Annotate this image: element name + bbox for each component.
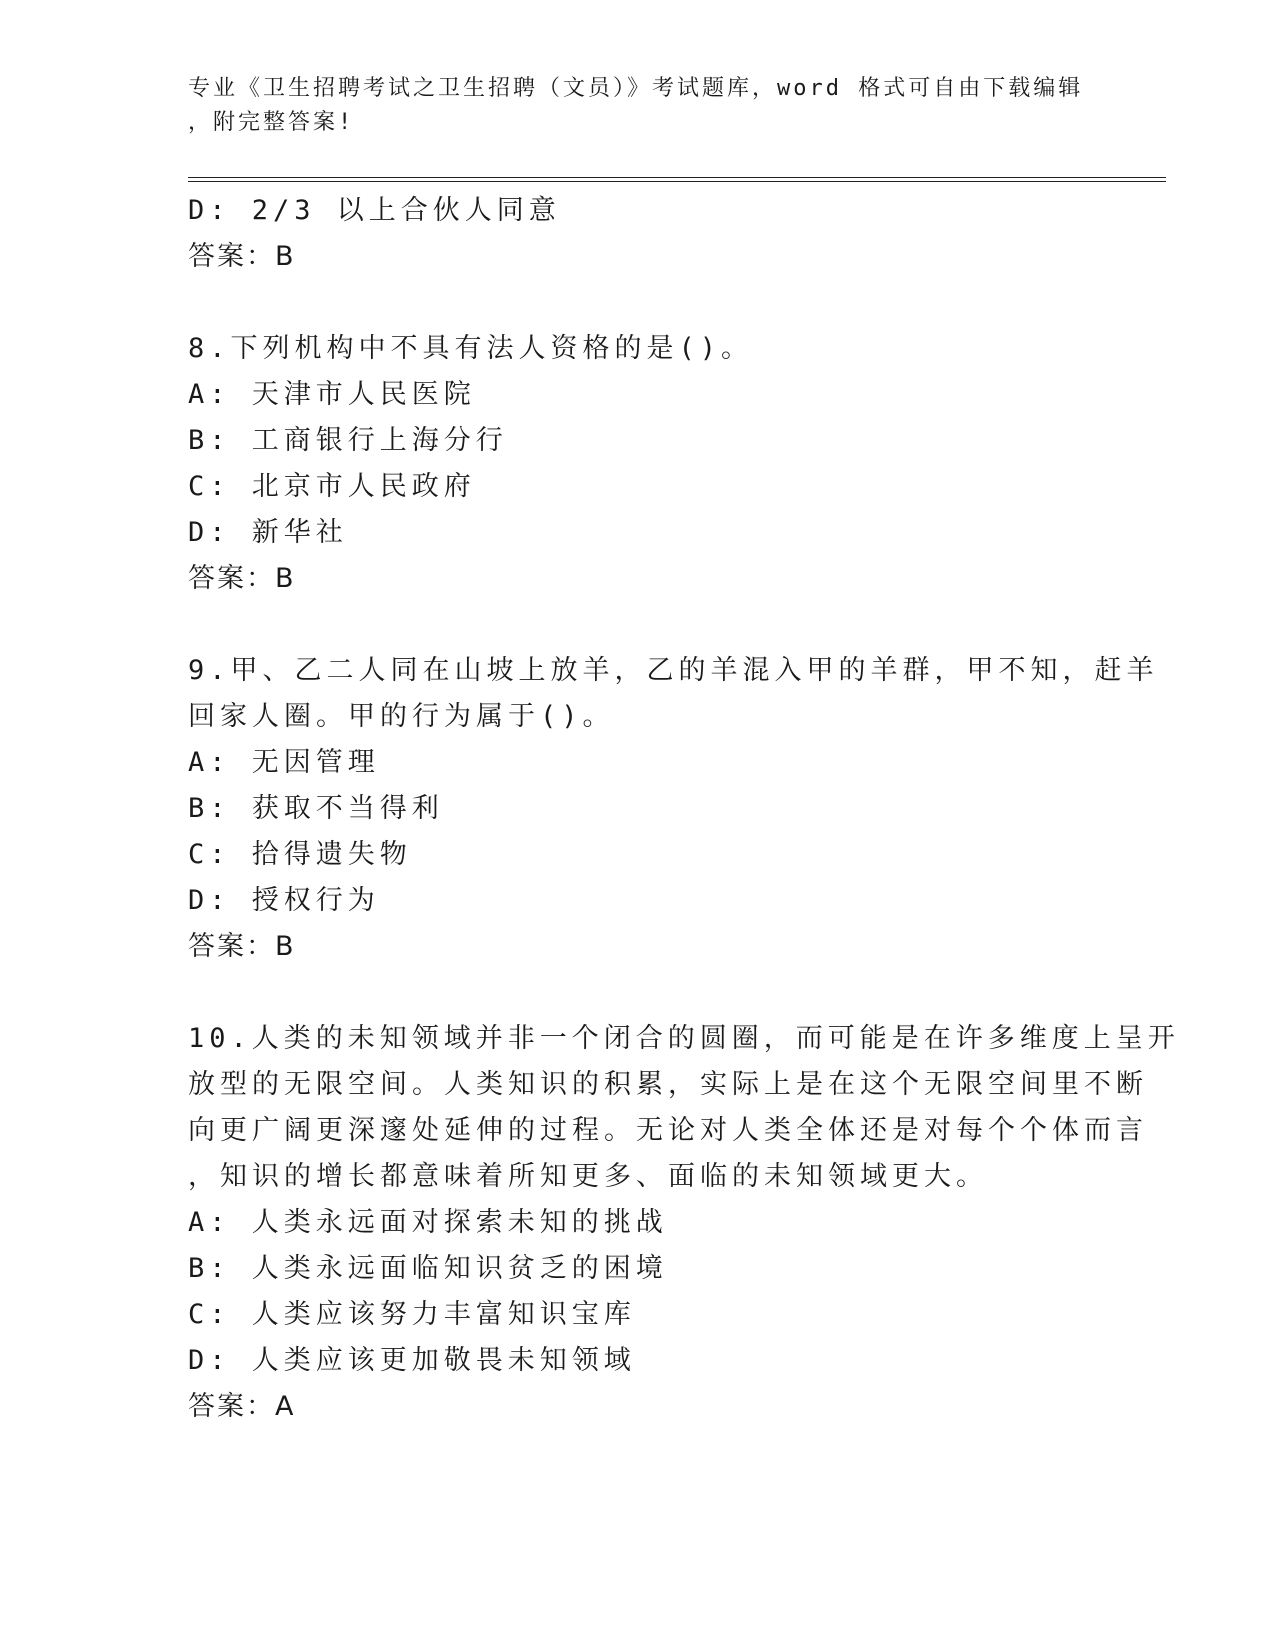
question-9	[188, 648, 1159, 970]
question-9-option-c: C: 拾得遗失物	[188, 839, 412, 870]
header-line-2: ，附完整答案!	[188, 110, 355, 135]
question-8-stem: 8.下列机构中不具有法人资格的是()。	[188, 333, 754, 364]
prev-option-d: D: 2/3 以上合伙人同意	[188, 195, 561, 226]
question-10-stem-line-4: ，知识的增长都意味着所知更多、面临的未知领域更大。	[188, 1161, 988, 1192]
question-8-option-c: C: 北京市人民政府	[188, 471, 476, 502]
question-8-answer: 答案：B	[188, 563, 296, 594]
question-10	[188, 1016, 1180, 1430]
header-line-1: 专业《卫生招聘考试之卫生招聘（文员）》考试题库，word 格式可自由下载编辑	[188, 76, 1084, 101]
question-10-option-d: D: 人类应该更加敬畏未知领域	[188, 1345, 636, 1376]
question-list	[188, 188, 1180, 1430]
question-8-option-a: A: 天津市人民医院	[188, 379, 476, 410]
question-9-option-b: B: 获取不当得利	[188, 793, 444, 824]
question-10-stem-line-1: 10.人类的未知领域并非一个闭合的圆圈，而可能是在许多维度上呈开	[188, 1023, 1180, 1054]
question-9-stem-line-2: 回家人圈。甲的行为属于()。	[188, 701, 615, 732]
header-divider	[188, 177, 1166, 182]
question-10-stem-line-2: 放型的无限空间。人类知识的积累，实际上是在这个无限空间里不断	[188, 1069, 1148, 1100]
question-10-option-c: C: 人类应该努力丰富知识宝库	[188, 1299, 636, 1330]
question-10-option-a: A: 人类永远面对探索未知的挑战	[188, 1207, 668, 1238]
question-9-option-d: D: 授权行为	[188, 885, 380, 916]
question-9-answer: 答案：B	[188, 931, 296, 962]
document-header	[188, 72, 1088, 140]
question-9-stem-line-1: 9.甲、乙二人同在山坡上放羊，乙的羊混入甲的羊群，甲不知，赶羊	[188, 655, 1159, 686]
question-9-option-a: A: 无因管理	[188, 747, 380, 778]
question-10-answer: 答案：A	[188, 1391, 296, 1422]
prev-answer: 答案：B	[188, 241, 296, 272]
question-8	[188, 326, 1088, 602]
question-10-stem-line-3: 向更广阔更深邃处延伸的过程。无论对人类全体还是对每个个体而言	[188, 1115, 1148, 1146]
question-8-option-d: D: 新华社	[188, 517, 348, 548]
question-10-option-b: B: 人类永远面临知识贫乏的困境	[188, 1253, 668, 1284]
question-8-option-b: B: 工商银行上海分行	[188, 425, 508, 456]
